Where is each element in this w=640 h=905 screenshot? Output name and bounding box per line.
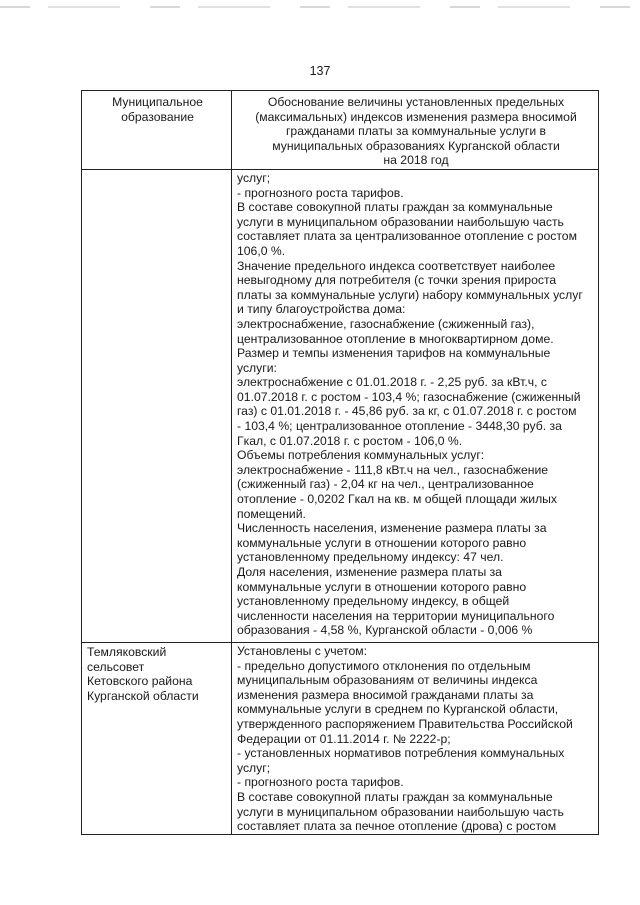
text-line: - установленных нормативов потребления коммунальных (237, 746, 565, 761)
text-line: Доля населения, изменение размера платы за (237, 565, 502, 579)
municipality-line: Кетовского района (87, 674, 193, 689)
table-header-row (82, 91, 599, 170)
text-line: электроснабжение, газоснабжение (сжиженный газ), (237, 316, 535, 331)
text-line: Значение предельного индекса соответствует наиболее (237, 258, 556, 273)
text-line: утвержденного распоряжением Правительства Российской (237, 716, 573, 731)
text-line: муниципальным образованиям от величины индекса (237, 673, 538, 688)
table-row (82, 642, 599, 834)
text-line: составляет плата за централизованное отопление с ростом (237, 229, 577, 244)
municipality-line: Темляковский (87, 644, 167, 659)
municipality-cell (82, 169, 232, 642)
municipality-cell (82, 642, 232, 834)
page-number: 137 (309, 64, 331, 78)
tariff-index-table (81, 90, 599, 835)
text-line: В составе совокупной платы граждан за коммунальные (237, 200, 553, 215)
text-line: отопление - 0,0202 Гкал на кв. м общей площади жилых (237, 492, 558, 507)
header-justification-line: (максимальных) индексов изменения размера вносимой (255, 109, 577, 124)
table-row (82, 169, 599, 642)
justification-cell (232, 169, 599, 642)
text-line: газ) с 01.01.2018 г. - 45,86 руб. за кг, с 01.07.2018 г. с ростом (237, 404, 577, 419)
text-line: помещений. (237, 506, 306, 521)
text-line: - прогнозного роста тарифов. (237, 185, 404, 200)
text-line: невыгодному для потребителя (с точки зрения прироста (237, 273, 557, 288)
text-line: В составе совокупной платы граждан за коммунальные (237, 789, 553, 804)
text-line: услуги в муниципальном образовании наибольшую часть (237, 804, 564, 819)
text-line: - 103,4 %; централизованное отопление - 3448,30 руб. за (237, 419, 562, 434)
header-municipality-line: Муниципальное (112, 95, 203, 109)
text-line: Объемы потребления коммунальных услуг: (237, 448, 485, 463)
text-line: установленному предельному индексу: 47 чел. (237, 550, 504, 565)
header-justification-line: на 2018 год (383, 153, 449, 168)
header-justification (232, 91, 599, 170)
text-line: Гкал, с 01.07.2018 г. с ростом - 106,0 %. (237, 433, 463, 448)
text-line: коммунальные услуги в отношении которого равно (237, 535, 527, 550)
text-line: составляет плата за печное отопление (дрова) с ростом (237, 819, 557, 834)
text-line: электроснабжение с 01.01.2018 г. - 2,25 руб. за кВт.ч, с (237, 375, 547, 390)
text-line: Федерации от 01.11.2014 г. № 2222-р; (237, 731, 451, 746)
text-line: и типу благоустройства дома: (237, 302, 406, 317)
text-line: 106,0 %. (237, 243, 286, 258)
text-line: 01.07.2018 г. с ростом - 103,4 %; газоснабжение (сжиженный (237, 389, 581, 404)
header-justification-line: Обоснование величины установленных предельных (267, 95, 565, 109)
text-line: коммунальные услуги в среднем по Курганской области, (237, 702, 559, 717)
header-justification-line: муниципальных образованиях Курганской области (272, 138, 560, 153)
header-municipality (82, 91, 232, 170)
text-line: Численность населения, изменение размера платы за (237, 521, 547, 536)
text-line: услуги в муниципальном образовании наибольшую часть (237, 214, 564, 229)
header-justification-line: гражданами платы за коммунальные услуги в (285, 124, 547, 139)
text-line: - прогнозного роста тарифов. (237, 775, 404, 790)
text-line: изменения размера вносимой гражданами платы за (237, 687, 534, 702)
text-line: услуги: (237, 360, 277, 375)
text-line: (сжиженный газ) - 2,04 кг на чел., централизованное (237, 477, 534, 492)
text-line: услуг; (237, 170, 271, 185)
municipality-line: сельсовет (87, 659, 145, 674)
text-line: коммунальные услуги в отношении которого равно (237, 579, 527, 594)
text-line: централизованное отопление в многоквартирном доме. (237, 331, 554, 346)
text-line: численности населения на территории муниципального (237, 608, 555, 623)
text-line: платы за коммунальные услуги) набору коммунальных услуг (237, 287, 583, 302)
scan-edge-artifact (0, 6, 640, 8)
text-line: образования - 4,58 %, Курганской области - 0,006 % (237, 623, 533, 638)
municipality-line: Курганской области (87, 688, 199, 703)
text-line: Размер и темпы изменения тарифов на коммунальные (237, 346, 551, 361)
text-line: установленному предельному индексу, в общей (237, 594, 510, 609)
text-line: электроснабжение - 111,8 кВт.ч на чел., газоснабжение (237, 462, 549, 477)
text-line: услуг; (237, 760, 271, 775)
text-line: - предельно допустимого отклонения по отдельным (237, 658, 531, 673)
text-line: Установлены с учетом: (237, 643, 367, 658)
header-municipality-line: образование (121, 109, 194, 124)
justification-cell (232, 642, 599, 834)
